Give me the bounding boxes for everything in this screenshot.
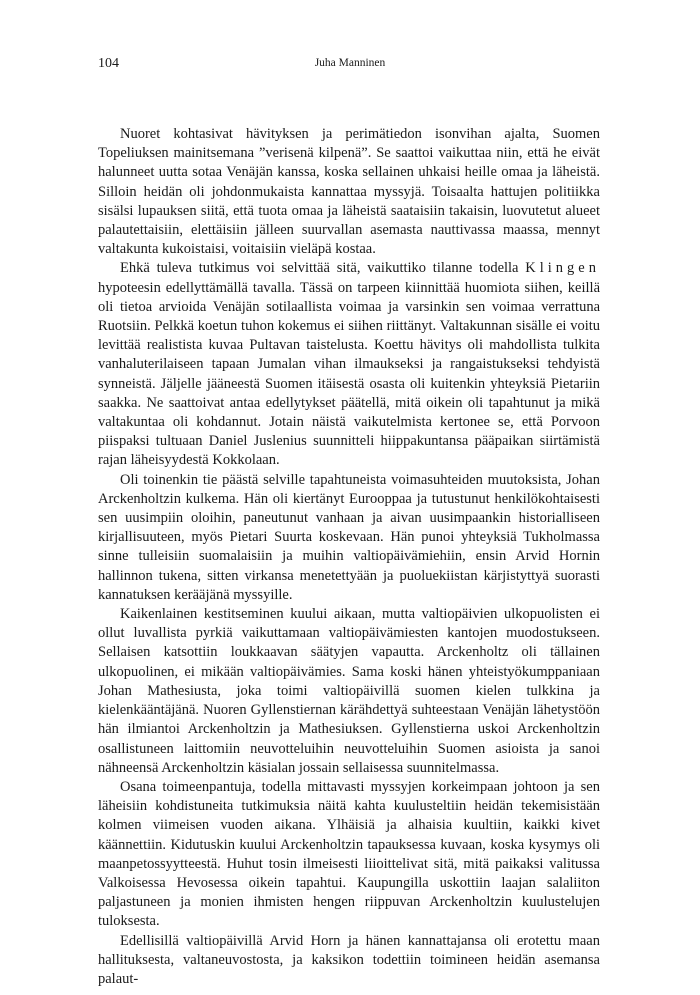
running-head: Juha Manninen: [314, 57, 386, 69]
paragraph-text: Kaikenlainen kestitseminen kuului aikaan, mutta valtiopäivien ulkopuolisten ei ollut luvallista pyrkiä vaikuttamaan valtiopäivämiesten kantojen muodostukseen. Sellaisen katsottiin loukkaavan säätyjen vapautta. Arckenholtz oli tällainen ulkopuolinen, ei mikään valtiopäivämies. Sama koski hänen yhteistyökumppaniaan Johan Mathesiusta, joka toimi valtiopäivillä suomen kielen tulkkina ja kielenkääntäjänä. Nuoren Gyllenstiernan kärähdettyä suhteestaan Venäjän lähetystöön hän ilmiantoi Arckenholtzin ja Mathesiuksen. Gyllenstierna uskoi Arckenholtzin osallistuneen laittomiin neuvotteluihin neuvotteluihin Suomen asioista ja sanoi nähneensä Arckenholtzin käsialan jossain sellaisessa suunnitelmassa.: [98, 606, 600, 776]
page-number: 104: [98, 56, 119, 71]
paragraph-1: [98, 125, 600, 259]
paragraph-2: [98, 259, 600, 470]
body-text: [98, 125, 600, 989]
paragraph-text: hypoteesin edellyttämällä tavalla. Tässä on tarpeen kiinnittää huomiota siihen, keillä oli tietoa arvioida Venäjän sotilaallista voimaa ja varsinkin sen voimaa verrattuna Ruotsiin. Pelkkä koetun tuhon kokemus ei siihen riittänyt. Valtakunnan sisälle ei voitu levittää realistista kuvaa Pultavan taistelusta. Koettu hävitys oli mahdollista tulkita vanhaluterilaiseen tapaan Jumalan vihan ilmaukseksi ja rangaistukseksi tehdyistä synneistä. Jäljelle jääneestä Suomen itäisestä osasta oli kuitenkin yhteyksiä Pietariin saakka. Ne saattoivat antaa edellytykset päätellä, mitä oikein oli tapahtunut ja mikä valtakuntaa oli kohdannut. Jotain näistä vaikutelmista kertonee se, että Porvoon piispaksi tultuaan Daniel Juslenius suunnitteli hiippakuntansa pääpaikan siirtämistä rajan läheisyydestä Kokkolaan.: [98, 279, 600, 469]
paragraph-text: Nuoret kohtasivat hävityksen ja perimätiedon isonvihan ajalta, Suomen Topeliuksen mainitsemana ”verisenä kilpenä”. Se saattoi vaikuttaa niin, että he eivät halunneet uutta sotaa Venäjän kanssa, koska sellainen uhkaisi heille omaa ja läheistä. Silloin heidän oli johdonmukaista kannattaa myssyjä. Toisaalta hattujen politiikka sisälsi lupauksen siitä, että tuota omaa ja läheistä saataisiin takaisin, luovutetut alueet palautettaisiin, elettäisiin jälleen suurvallan asemasta nauttivassa maassa, mennyt valtakunta kukoistaisi, voitaisiin vieläpä kostaa.: [98, 126, 600, 258]
paragraph-text: Osana toimeenpantuja, todella mittavasti myssyjen korkeimpaan johtoon ja sen läheisiin kohdistuneita tutkimuksia näitä kahta kuulusteltiin heidän tekemisistään kolmen viimeisen vuoden aikana. Ylhäisiä ja alhaisia kuultiin, kaikki kivet käännettiin. Kidutuskin kuului Arckenholtzin tapauksessa kuvaan, koska kysymys oli maanpetossyytteestä. Huhut tosin ilmeisesti liioittelivat sitä, mitä paikaksi valitussa Valkoisessa Hevosessa oikein tapahtui. Kaupungilla uskottiin laajan salaliiton paljastuneen ja monien ihmisten hengen riippuvan Arckenholtzin kuulustelujen tuloksesta.: [98, 778, 600, 930]
paragraph-5: [98, 778, 600, 932]
paragraph-4: [98, 605, 600, 778]
paragraph-text: Oli toinenkin tie päästä selville tapahtuneista voimasuhteiden muutoksista, Johan Arckenholtzin kulkema. Hän oli kiertänyt Eurooppaa ja tutustunut henkilökohtaisesti sen uusimpiin oloihin, paneutunut vanhaan ja aivan uusimpaankin historialliseen kirjallisuuteen, myös Pietari Suurta koskevaan. Hän punoi yhteyksiä Tukholmassa sinne tulleisiin suomalaisiin ja muihin valtiopäivämiehiin, ensin Arvid Hornin hallinnon tukena, sitten virkansa menetettyään ja puoluekiistan kärjistyttyä suorasti kannatuksen kerääjänä myssyille.: [98, 471, 600, 603]
spaced-name-klingen: Klingen: [525, 260, 600, 277]
paragraph-6: [98, 932, 600, 990]
paragraph-text: Edellisillä valtiopäivillä Arvid Horn ja hänen kannattajansa oli erotettu maan hallituksesta, valtaneuvostosta, ja kaksikon todettiin toimineen heidän asemansa palaut-: [98, 932, 600, 987]
paragraph-3: [98, 471, 600, 605]
paragraph-text: Ehkä tuleva tutkimus voi selvittää sitä, vaikuttiko tilanne todella: [120, 260, 526, 277]
